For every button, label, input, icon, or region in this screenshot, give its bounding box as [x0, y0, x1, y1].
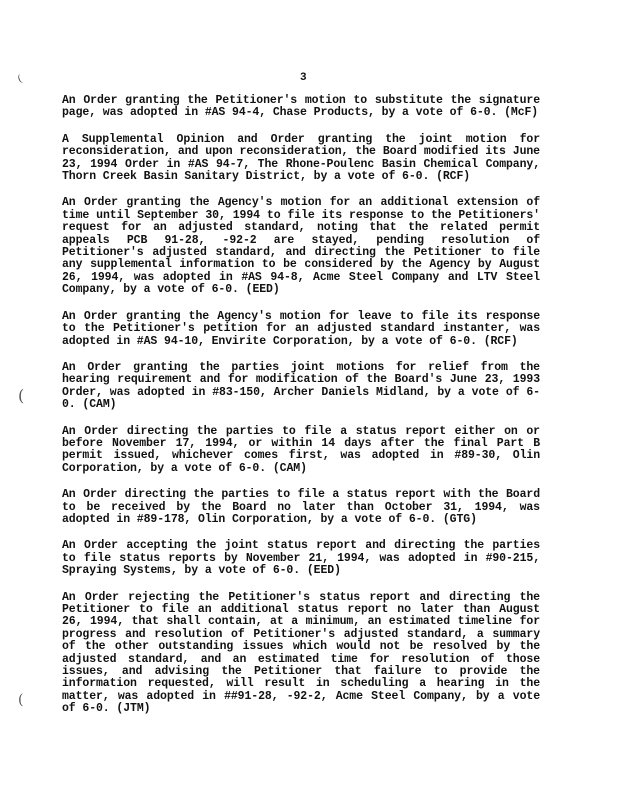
board-member-initials: (GTG): [442, 512, 477, 526]
board-member-initials: (McF): [504, 106, 539, 120]
board-member-initials: (EED): [306, 564, 341, 578]
paragraph-text: An Order granting the Agency's motion for leave to file its response to the Petitioner's petition for an adjusted standard instanter, was adopted in #AS 94-10, Envirite Corporation, by a vote of 6-0.: [62, 309, 540, 348]
order-paragraph: [62, 592, 540, 716]
order-paragraph: [62, 197, 540, 296]
hole-punch-mark: (: [16, 73, 24, 86]
hole-punch-mark: (: [18, 692, 24, 708]
order-paragraph: [62, 311, 540, 348]
paragraph-text: An Order directing the parties to file a status report with the Board to be received by the Board no later than October 31, 1994, was adopted in #89-178, Olin Corporation, by a vote of 6-0.: [62, 488, 540, 526]
order-paragraph: [62, 489, 540, 526]
board-member-initials: (RCF): [483, 334, 518, 348]
board-member-initials: (CAM): [272, 461, 307, 475]
board-member-initials: (EED): [245, 283, 280, 297]
board-member-initials: (JTM): [116, 702, 151, 716]
paragraph-text: An Order accepting the joint status report and directing the parties to file status reports by November 21, 1994, was adopted in #90-215, Spraying Systems, by a vote of 6-0.: [62, 539, 540, 578]
document-body: [62, 95, 540, 730]
hole-punch-mark: (: [18, 386, 25, 405]
order-paragraph: [62, 134, 540, 184]
order-paragraph: [62, 362, 540, 412]
order-paragraph: [62, 95, 540, 120]
paragraph-text: An Order granting the Petitioner's motion to substitute the signature page, was adopted in #AS 94-4, Chase Products, by a vote of 6-0.: [62, 94, 540, 120]
paragraph-text: An Order rejecting the Petitioner's status report and directing the Petitioner to file an additional status report no later than August 26, 1994, that shall contain, at a minimum, an estimated timeline for progress and resolution of Petitioner's adjusted standard, a summary of the other outstanding issues which would not be resolved by the adjusted standard, and an estimated time for resolution of those issues, and advising the Petitioner that failure to provide the information requested, will result in scheduling a hearing in the matter, was adopted in ##91-28, -92-2, Acme Steel Company, by a vote of 6-0.: [62, 590, 540, 716]
board-member-initials: (RCF): [436, 170, 471, 184]
paragraph-text: An Order granting the Agency's motion for an additional extension of time until September 30, 1994 to file its response to the Petitioners' request for an adjusted standard, noting that the related permit appeals PCB 91-28, -92-2 are stayed, pending resolution of Petitioner's adjusted standard, and directing the Petitioner to file any supplemental information to be considered by the Agency by August 26, 1994, was adopted in #AS 94-8, Acme Steel Company and LTV Steel Company, by a vote of 6-0.: [62, 196, 540, 297]
paragraph-text: An Order granting the parties joint motions for relief from the hearing requirement and for modification of the Board's June 23, 1993 Order, was adopted in #83-150, Archer Daniels Midland, by a vote of 6-0.: [62, 360, 540, 412]
paragraph-text: A Supplemental Opinion and Order granting the joint motion for reconsideration, and upon reconsideration, the Board modified its June 23, 1994 Order in #AS 94-7, The Rhone-Poulenc Basin Chemical Company, Thorn Creek Basin Sanitary District, by a vote of 6-0.: [62, 132, 540, 184]
paragraph-text: An Order directing the parties to file a status report either on or before November 17, 1994, or within 14 days after the final Part B permit issued, whichever comes first, was adopted in #89-30, Olin Corporation, by a vote of 6-0.: [62, 424, 540, 475]
board-member-initials: (CAM): [82, 398, 117, 412]
order-paragraph: [62, 426, 540, 476]
order-paragraph: [62, 540, 540, 577]
page-number: 3: [300, 72, 307, 84]
